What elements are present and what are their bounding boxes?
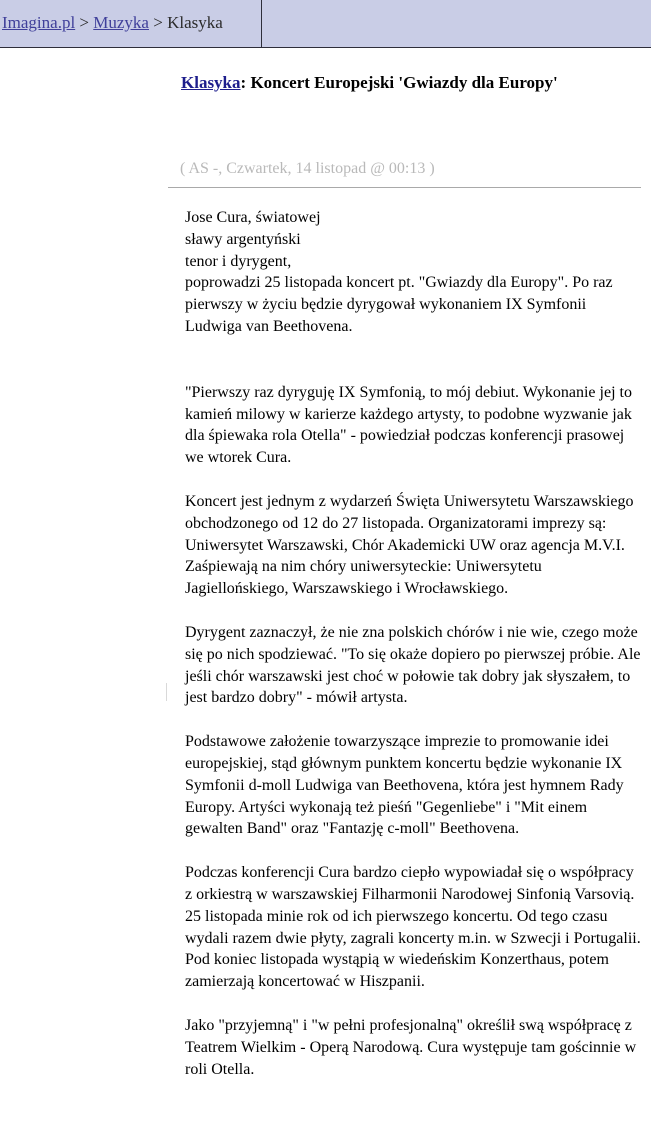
top-navigation-bar [0, 0, 651, 48]
breadcrumb-current: Klasyka [167, 13, 223, 32]
article-paragraph: Podczas konferencji Cura bardzo ciepło wypowiadał się o współpracy z orkiestrą w warszawskiej Filharmonii Narodowej Sinfonią Varsovią. 25 listopada minie rok od ich pierwszego koncertu. Od tego czasu wydali razem dwie płyty, zagrali koncerty m.in. w Szwecji i Portugalii. Pod koniec listopada wystąpią w wiedeńskim Konzerthaus, potem zamierzają koncertować w Hiszpanii. [185, 864, 641, 991]
intro-line: sławy argentyński [185, 230, 301, 248]
article-intro [185, 207, 641, 338]
intro-line: Jose Cura, światowej [185, 209, 321, 226]
breadcrumb-link-music[interactable]: Muzyka [93, 13, 149, 32]
article-paragraph: Podstawowe założenie towarzyszące imprezie to promowanie idei europejskiej, stąd głównym punktem koncertu będzie wykonanie IX Symfonii d-moll Ludwiga van Beethovena, która jest hymnem Rady Europy. Artyści wykonają też pieśń "Gegenliebe" i "Mit einem gewalten Band" oraz "Fantazję c-moll" Beethovena. [185, 733, 624, 838]
article-paragraph: "Pierwszy raz dyryguję IX Symfonią, to mój debiut. Wykonanie jej to kamień milowy w karierze każdego artysty, to podobne wyzwanie jak dla śpiewaka rola Otella" - powiedział podczas konferencji prasowej we wtorek Cura. [185, 383, 632, 467]
article-title [181, 73, 561, 93]
article-title-text: : Koncert Europejski 'Gwiazdy dla Europy' [240, 73, 558, 92]
article-paragraph: Jako "przyjemną" i "w pełni profesjonalną" określił swą współpracę z Teatrem Wielkim - Operą Narodową. Cura występuje tam gościnnie w roli Otella. [185, 1016, 637, 1078]
category-link[interactable]: Klasyka [181, 73, 241, 92]
header-rule [168, 187, 641, 188]
intro-text: poprowadzi 25 listopada koncert pt. "Gwiazdy dla Europy". Po raz pierwszy w życiu będzie dyrygował wykonaniem IX Symfonii Ludwiga van Beethovena. [185, 274, 613, 335]
article-meta: ( AS -, Czwartek, 14 listopad @ 00:13 ) [180, 160, 435, 177]
topbar-divider [261, 0, 262, 47]
intro-line: tenor i dyrygent, [185, 252, 292, 270]
left-column-divider [166, 683, 167, 701]
breadcrumb-link-home[interactable]: Imagina.pl [2, 13, 76, 32]
article-body [185, 207, 641, 1102]
breadcrumb-separator: > [75, 13, 94, 32]
article-paragraph: Koncert jest jednym z wydarzeń Święta Uniwersytetu Warszawskiego obchodzonego od 12 do 27 listopada. Organizatorami imprezy są: Uniwersytet Warszawski, Chór Akademicki UW oraz agencja M.V.I. Zaśpiewają na nim chóry uniwersyteckie: Uniwersytetu Jagiellońskiego, Warszawskiego i Wrocławskiego. [185, 492, 634, 598]
breadcrumb-separator: > [148, 13, 168, 32]
breadcrumb [2, 12, 223, 34]
article-paragraph: Dyrygent zaznaczył, że nie zna polskich chórów i nie wie, czego może się po nich spodziewać. "To się okaże dopiero po pierwszej próbie. Ale jeśli chór warszawski jest choć w połowie tak dobry jak słyszałem, to jest bardzo dobry" - mówił artysta. [185, 623, 641, 707]
